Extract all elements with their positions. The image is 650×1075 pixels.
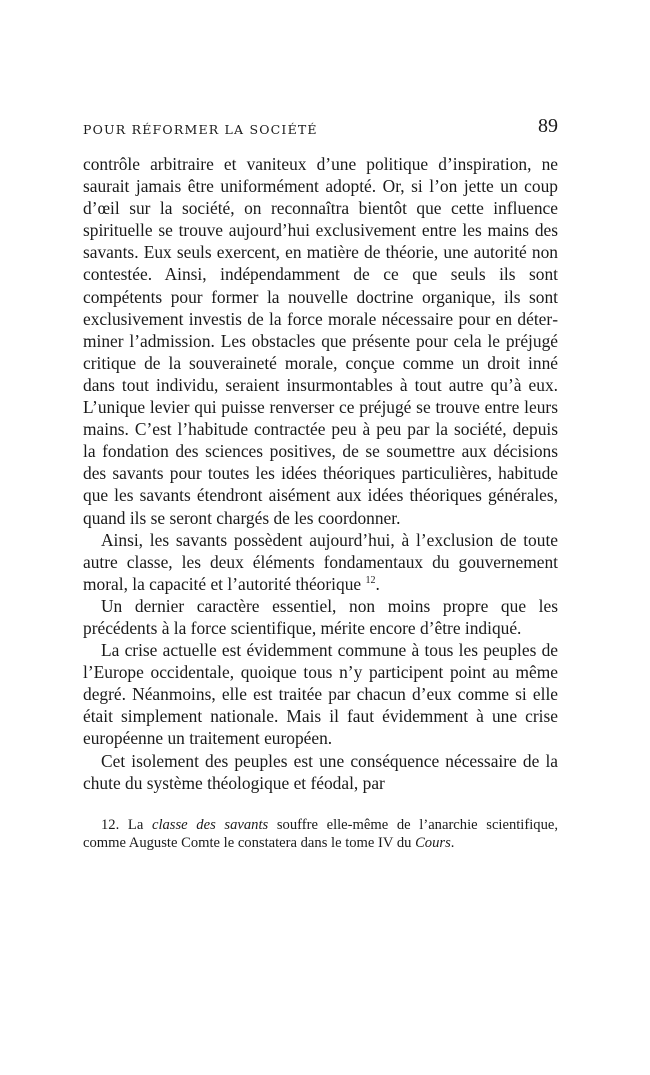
book-page xyxy=(83,115,558,852)
body-text xyxy=(83,153,558,794)
footnote-italic-classe: classe des savants xyxy=(151,816,269,833)
footnote-italic-cours: Cours xyxy=(415,834,451,851)
footnote-lead: 12. La xyxy=(101,816,152,833)
running-head xyxy=(83,115,558,143)
paragraph-2 xyxy=(83,529,558,595)
paragraph-3: Un dernier caractère essentiel, non moins propre que les précédents à la force scientifique, mérite encore d’être indiqué. xyxy=(83,595,558,638)
paragraph-1: contrôle arbitraire et vaniteux d’une politique d’inspiration, ne saurait jamais être uniformément adopté. Or, si l’on jette un coup d’œil sur la société, on reconnaîtra bientôt que cette influence spirituelle se trouve aujourd’hui exclusivement entre les mains des savants. Eux seuls exercent, en matière de théorie, une autorité non contestée. Ainsi, indépendamment de ce que seuls ils sont compétents pour former la nouvelle doctrine organique, ils sont exclusivement investis de la force morale nécessaire pour en déterminer l’admission. Les obstacles que présente pour cela le préjugé critique de la souveraineté morale, conçue comme un droit inné dans tout individu, seraient insurmontables à tout autre qu’à eux. L’unique levier qui puisse renverser ce préjugé se trouve entre leurs mains. C’est l’habitude contractée peu à peu par la société, depuis la fondation des sciences positives, de se soumettre aux décisions des savants pour toutes les idées théoriques particulières, habitude que les savants étendront aisément aux idées théoriques générales, quand ils se seront chargés de les coordonner. xyxy=(83,154,558,528)
paragraph-2-end: . xyxy=(375,573,380,594)
paragraph-2-text: Ainsi, les savants possèdent aujourd’hui, à l’exclusion de toute autre classe, les deux éléments fondamentaux du gouvernement moral, la capacité et l’autorité théorique xyxy=(83,529,558,594)
paragraph-5: Cet isolement des peuples est une conséquence nécessaire de la chute du système théologique et féodal, par xyxy=(83,750,558,793)
paragraph-4: La crise actuelle est évidemment commune à tous les peuples de l’Europe occidentale, quoique tous n’y participent point au même degré. Néanmoins, elle est traitée par chacun d’eux comme si elle était simplement nationale. Mais il faut évidemment à une crise européenne un traitement européen. xyxy=(83,640,558,749)
footnote-reference: 12 xyxy=(365,574,376,586)
running-title: POUR RÉFORMER LA SOCIÉTÉ xyxy=(83,122,318,137)
page-number: 89 xyxy=(538,115,558,137)
footnote xyxy=(83,816,558,852)
footnote-end: . xyxy=(450,834,455,851)
footnote-12 xyxy=(83,816,558,852)
footnote-middle: souffre elle-même de l’anarchie scientifique, comme Auguste Comte le constatera dans le tome IV du xyxy=(83,816,558,851)
